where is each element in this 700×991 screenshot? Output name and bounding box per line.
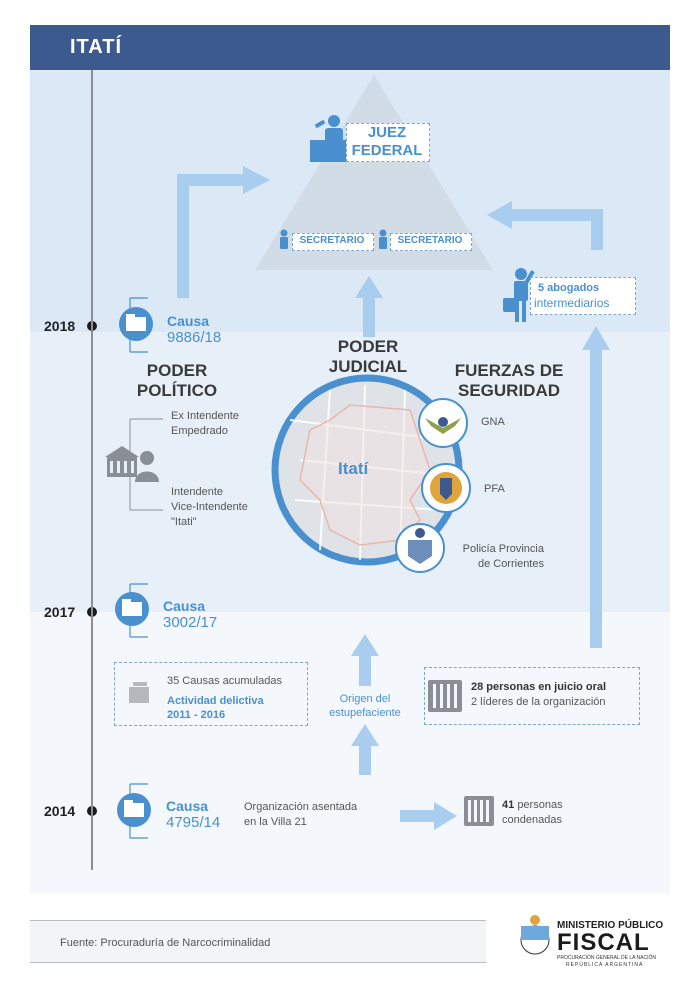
abogados-line2: intermediarios — [534, 296, 610, 310]
policia-line1: Policía Provincia — [462, 543, 544, 555]
poder-judicial-title — [315, 337, 421, 377]
acumuladas-line2: Actividad delictiva — [167, 695, 264, 707]
policia-corrientes-badge-icon — [396, 524, 444, 572]
arrow-origen-top — [359, 654, 371, 686]
folder-icon-2018 — [119, 307, 153, 341]
page-title: ITATÍ — [70, 36, 123, 58]
judge-icon — [310, 115, 348, 162]
origen-line1: Origen del — [339, 693, 391, 705]
year-2014: 2014 — [44, 803, 76, 819]
mpf-line3: PROCURACIÓN GENERAL DE LA NACIÓN — [557, 955, 657, 961]
footer-source: Fuente: Procuraduría de Narcocriminalidad — [60, 937, 271, 949]
poder-judicial-line1: PODER — [337, 337, 399, 356]
causa-2014-label: Causa — [166, 798, 209, 814]
fuerzas-seguridad-title — [447, 361, 571, 401]
juez-label — [346, 124, 428, 160]
ex-intendente-line2: Empedrado — [171, 425, 228, 437]
intendente-line3: "Itati" — [171, 516, 197, 528]
poder-politico-line2: POLÍTICO — [136, 381, 218, 400]
causa-2018-label: Causa — [167, 313, 210, 329]
condenadas-line1: personas — [517, 799, 563, 811]
condenadas-number: 41 — [502, 799, 515, 811]
year-2017: 2017 — [44, 604, 76, 620]
intendente-line1: Intendente — [171, 486, 223, 498]
folder-icon-2017 — [115, 592, 149, 626]
juicio-line1: 28 personas en juicio oral — [471, 681, 607, 693]
person-icon-politico — [135, 451, 159, 482]
folder-icon-2014 — [117, 793, 151, 827]
footer-bottom-rule — [30, 962, 486, 963]
juez-line2: FEDERAL — [351, 142, 423, 159]
causa-2018-number: 9886/18 — [167, 329, 222, 346]
causa-2017-number: 3002/17 — [163, 614, 218, 631]
organizacion-label — [244, 800, 357, 830]
acumuladas-emph — [167, 694, 264, 722]
arrow-juicio — [590, 348, 602, 648]
secretario-icon-2 — [379, 230, 387, 250]
map-place-label: Itatí — [338, 459, 369, 478]
fuerzas-line1: FUERZAS DE — [454, 361, 564, 380]
secretario-label-1: SECRETARIO — [299, 235, 365, 246]
government-building-icon — [105, 446, 139, 477]
arrow-origen-bottom — [359, 745, 371, 775]
arrow-abogados — [510, 215, 597, 250]
policia-line2: de Corrientes — [477, 558, 544, 570]
arrow-politico — [183, 180, 245, 298]
acumuladas-line3: 2011 - 2016 — [167, 709, 226, 721]
mpf-line4: REPÚBLICA ARGENTINA — [566, 962, 644, 968]
causa-2014-number: 4795/14 — [166, 814, 221, 831]
pfa-badge-icon — [422, 464, 470, 512]
organizacion-line2: en la Villa 21 — [244, 816, 307, 828]
origen-label — [315, 692, 415, 720]
pfa-label: PFA — [484, 483, 505, 495]
condenadas-line2: condenadas — [502, 814, 562, 826]
arrow-judicial — [363, 295, 375, 337]
organizacion-line1: Organización asentada — [244, 801, 358, 813]
juicio-line2: 2 líderes de la organización — [471, 696, 606, 708]
jail-icon-condenadas — [464, 796, 494, 826]
poder-judicial-line2: JUDICIAL — [328, 357, 408, 376]
intendente-label — [171, 485, 248, 530]
mpf-logo-icon — [521, 915, 549, 954]
origen-line2: estupefaciente — [329, 707, 401, 719]
ex-intendente-line1: Ex Intendente — [171, 410, 239, 422]
secretario-label-2: SECRETARIO — [397, 235, 463, 246]
policia-corrientes-label — [452, 542, 544, 572]
year-2018: 2018 — [44, 318, 76, 334]
fuerzas-line2: SEGURIDAD — [457, 381, 560, 400]
arrow-condenadas — [400, 810, 436, 822]
causa-2017-label: Causa — [163, 598, 206, 614]
mpf-line2: FISCAL — [557, 929, 650, 956]
juez-line1: JUEZ — [367, 124, 407, 141]
intendente-line2: Vice-Intendente — [171, 501, 248, 513]
timeline-line — [91, 70, 93, 870]
footer-top-rule — [30, 920, 486, 921]
secretario-icon-1 — [280, 230, 288, 250]
gna-label: GNA — [481, 416, 505, 428]
poder-politico-line1: PODER — [146, 361, 208, 380]
gna-badge-icon — [419, 399, 467, 447]
condenadas-label — [502, 798, 563, 828]
mpf-line1: MINISTERIO PÚBLICO — [557, 920, 664, 931]
poder-politico-title — [122, 361, 232, 401]
abogados-line1: 5 abogados — [538, 282, 600, 294]
ex-intendente-label — [171, 409, 239, 439]
acumuladas-line1: 35 Causas acumuladas — [167, 675, 282, 687]
